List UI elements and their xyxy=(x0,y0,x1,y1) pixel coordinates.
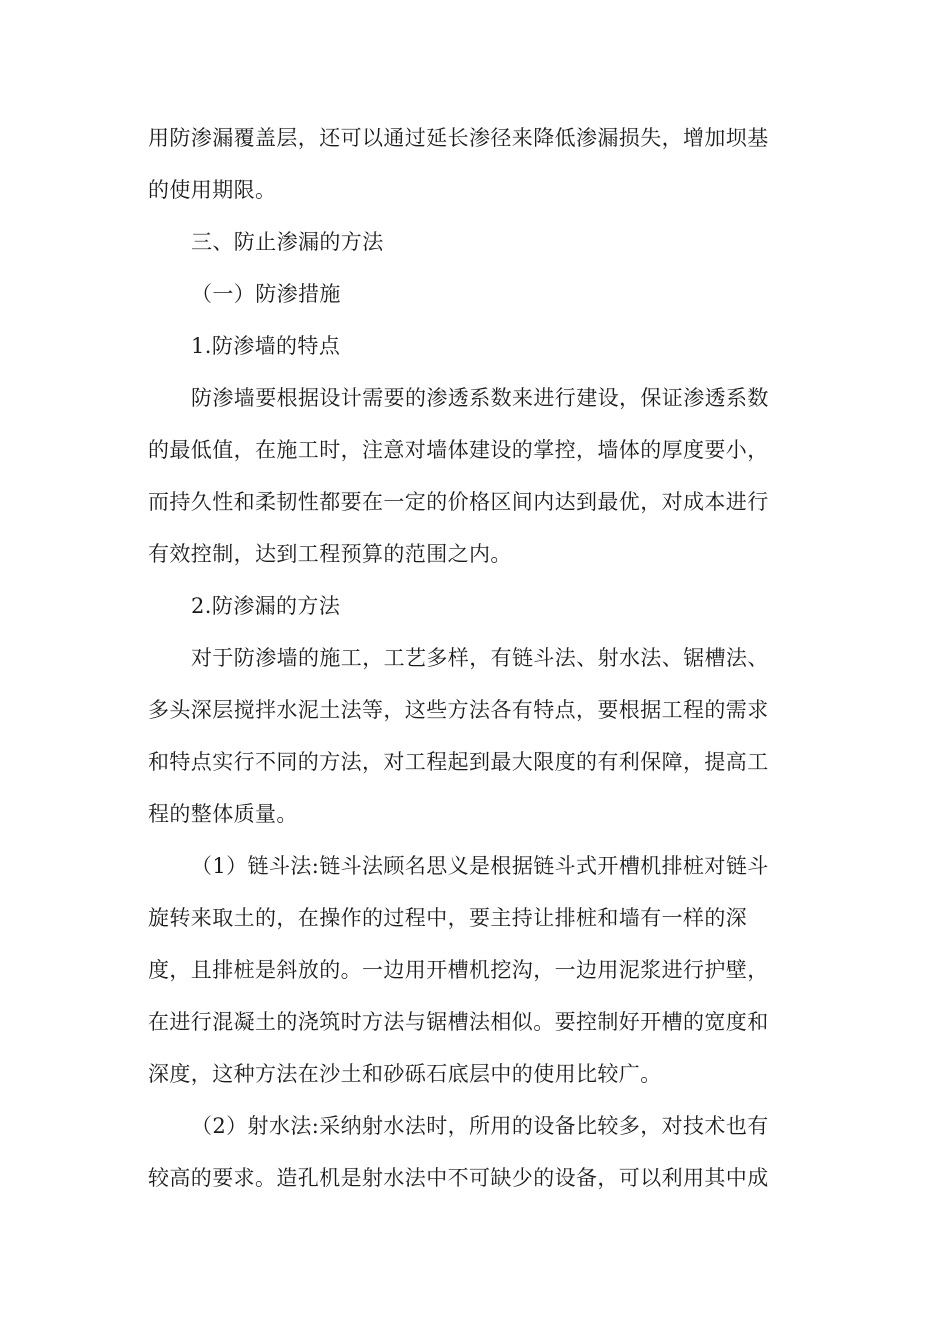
text-line: 用防渗漏覆盖层，还可以通过延长渗径来降低渗漏损失，增加坝基 xyxy=(148,126,769,150)
text-line: 较高的要求。造孔机是射水法中不可缺少的设备，可以利用其中成 xyxy=(148,1166,769,1190)
text-line: 的最低值，在施工时，注意对墙体建设的掌控，墙体的厚度要小， xyxy=(148,438,769,462)
text-line: 程的整体质量。 xyxy=(148,802,298,826)
subsection-heading: （一）防渗措施 xyxy=(191,282,341,306)
text-line: 而持久性和柔韧性都要在一定的价格区间内达到最优，对成本进行 xyxy=(148,490,769,514)
text-line: 和特点实行不同的方法，对工程起到最大限度的有利保障，提高工 xyxy=(148,750,769,774)
text-line: 度，且排桩是斜放的。一边用开槽机挖沟，一边用泥浆进行护壁， xyxy=(148,958,769,982)
text-line: 旋转来取土的，在操作的过程中，要主持让排桩和墙有一样的深 xyxy=(148,906,748,930)
text-line: （1）链斗法:链斗法顾名思义是根据链斗式开槽机排桩对链斗 xyxy=(191,854,769,878)
text-line: 有效控制，达到工程预算的范围之内。 xyxy=(148,542,512,566)
text-line: 深度，这种方法在沙土和砂砾石底层中的使用比较广。 xyxy=(148,1062,662,1086)
text-line: 多头深层搅拌水泥土法等，这些方法各有特点，要根据工程的需求 xyxy=(148,698,769,722)
item-heading: 2.防渗漏的方法 xyxy=(191,594,341,618)
text-line: 防渗墙要根据设计需要的渗透系数来进行建设，保证渗透系数 xyxy=(191,386,769,410)
text-line: （2）射水法:采纳射水法时，所用的设备比较多，对技术也有 xyxy=(191,1114,769,1138)
text-line: 对于防渗墙的施工，工艺多样，有链斗法、射水法、锯槽法、 xyxy=(191,646,769,670)
item-heading: 1.防渗墙的特点 xyxy=(191,334,341,358)
text-line: 的使用期限。 xyxy=(148,178,277,202)
section-heading: 三、防止渗漏的方法 xyxy=(191,230,384,254)
text-line: 在进行混凝土的浇筑时方法与锯槽法相似。要控制好开槽的宽度和 xyxy=(148,1010,769,1034)
